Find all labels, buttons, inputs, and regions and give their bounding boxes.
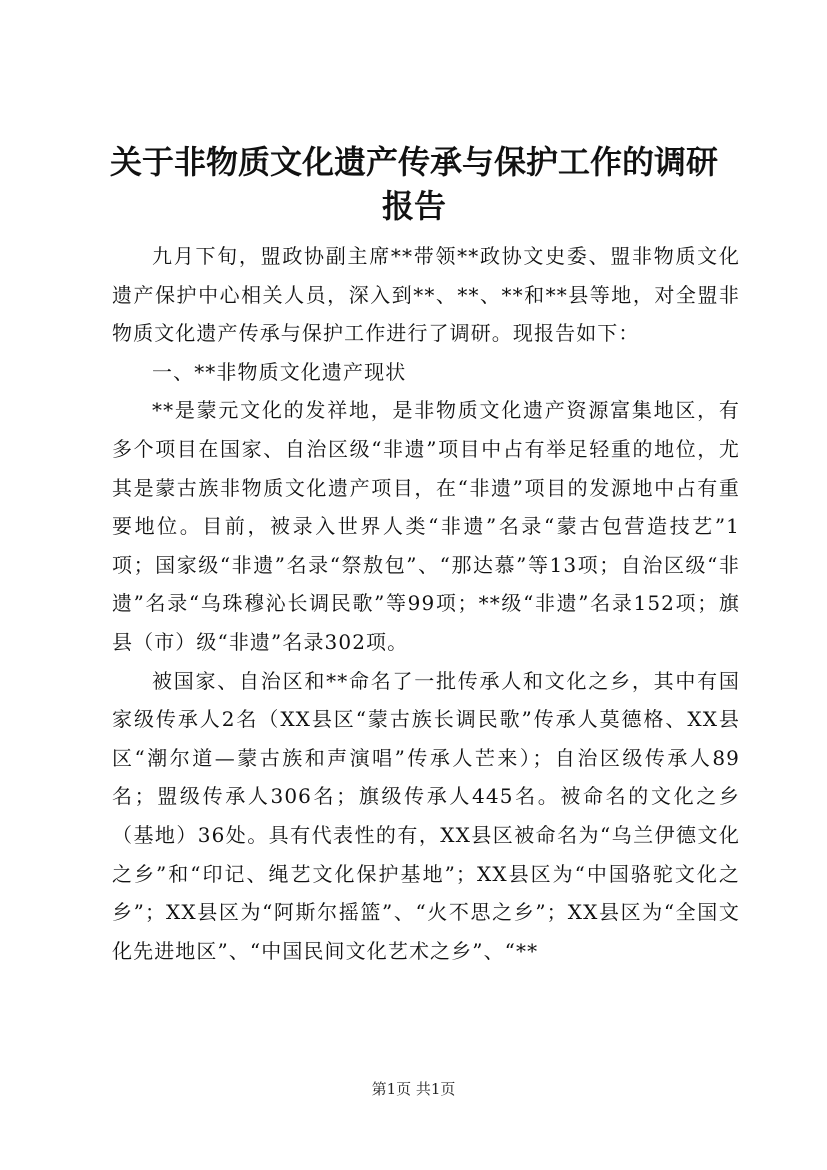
page-footer: 第1页 共1页 [371, 1080, 456, 1098]
paragraph-intro: 九月下旬，盟政协副主席**带领**政协文史委、盟非物质文化遗产保护中心相关人员，深入到**、**、**和**县等地，对全盟非物质文化遗产传承与保护工作进行了调研。现报告如下： [112, 244, 740, 346]
paragraph-status: **是蒙元文化的发祥地，是非物质文化遗产资源富集地区，有多个项目在国家、自治区级“非遗”项目中占有举足轻重的地位，尤其是蒙古族非物质文化遗产项目，在“非遗”项目的发源地中占有重要地位。目前，被录入世界人类“非遗”名录“蒙古包营造技艺”1项；国家级“非遗”名录“祭敖包”、“那达慕”等13项；自治区级“非遗”名录“乌珠穆沁长调民歌”等99项；**级“非遗”名录152项；旗县（市）级“非遗”名录302项。 [112, 398, 740, 654]
document-title: 关于非物质文化遗产传承与保护工作的调研报告 [109, 143, 718, 225]
document-body [112, 237, 740, 970]
paragraph-inheritors: 被国家、自治区和**命名了一批传承人和文化之乡，其中有国家级传承人2名（XX县区“蒙古族长调民歌”传承人莫德格、XX县区“潮尔道—蒙古族和声演唱”传承人芒来）；自治区级传承人89名；盟级传承人306名；旗级传承人445名。被命名的文化之乡（基地）36处。具有代表性的有，XX县区被命名为“乌兰伊德文化之乡”和“印记、绳艺文化保护基地”；XX县区为“中国骆驼文化之乡”；XX县区为“阿斯尔摇篮”、“火不思之乡”；XX县区为“全国文化先进地区”、“中国民间文化艺术之乡”、“** [112, 668, 740, 963]
section-heading: 一、**非物质文化遗产现状 [152, 359, 407, 384]
